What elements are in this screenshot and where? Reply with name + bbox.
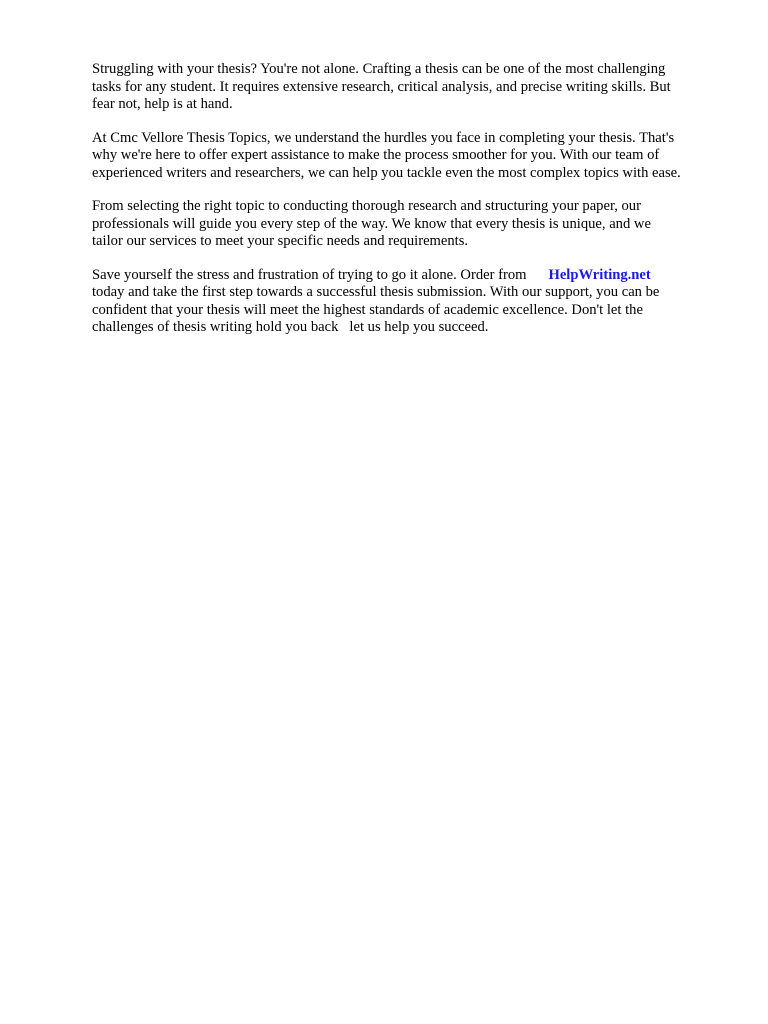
paragraph-line [92, 319, 722, 337]
paragraph-line: tasks for any student. It requires extensive research, critical analysis, and precise writing skills. But [92, 78, 671, 95]
paragraph-line: experienced writers and researchers, we can help you tackle even the most complex topics with ease. [92, 164, 681, 181]
paragraph-call-to-action [92, 267, 722, 337]
paragraph-line: why we're here to offer expert assistance to make the process smoother for you. With our team of [92, 147, 660, 163]
paragraph-line: tailor our services to meet your specific needs and requirements. [92, 233, 469, 249]
helpwriting-link[interactable]: HelpWriting.net [548, 266, 651, 283]
paragraph-line: At Cmc Vellore Thesis Topics, we understand the hurdles you face in completing your thesis. That's [92, 129, 675, 146]
challenges-text: challenges of thesis writing hold you back [92, 319, 339, 335]
paragraph-line: From selecting the right topic to conducting thorough research and structuring your paper, our [92, 198, 641, 214]
document-body [92, 61, 722, 353]
paragraph-about [92, 130, 722, 183]
paragraph-services [92, 198, 722, 251]
closing-text: let us help you succeed. [349, 319, 489, 335]
paragraph-line: fear not, help is at hand. [92, 96, 233, 112]
order-text: Save yourself the stress and frustration of trying to go it alone. Order from [92, 266, 527, 283]
paragraph-line: confident that your thesis will meet the highest standards of academic excellence. Don't let the [92, 301, 643, 318]
paragraph-line: professionals will guide you every step of the way. We know that every thesis is unique, and we [92, 215, 651, 232]
paragraph-line: Struggling with your thesis? You're not alone. Crafting a thesis can be one of the most challenging [92, 61, 666, 77]
paragraph-line: today and take the first step towards a successful thesis submission. With our support, you can be [92, 284, 660, 300]
paragraph-line [92, 267, 722, 285]
paragraph-intro [92, 61, 722, 114]
